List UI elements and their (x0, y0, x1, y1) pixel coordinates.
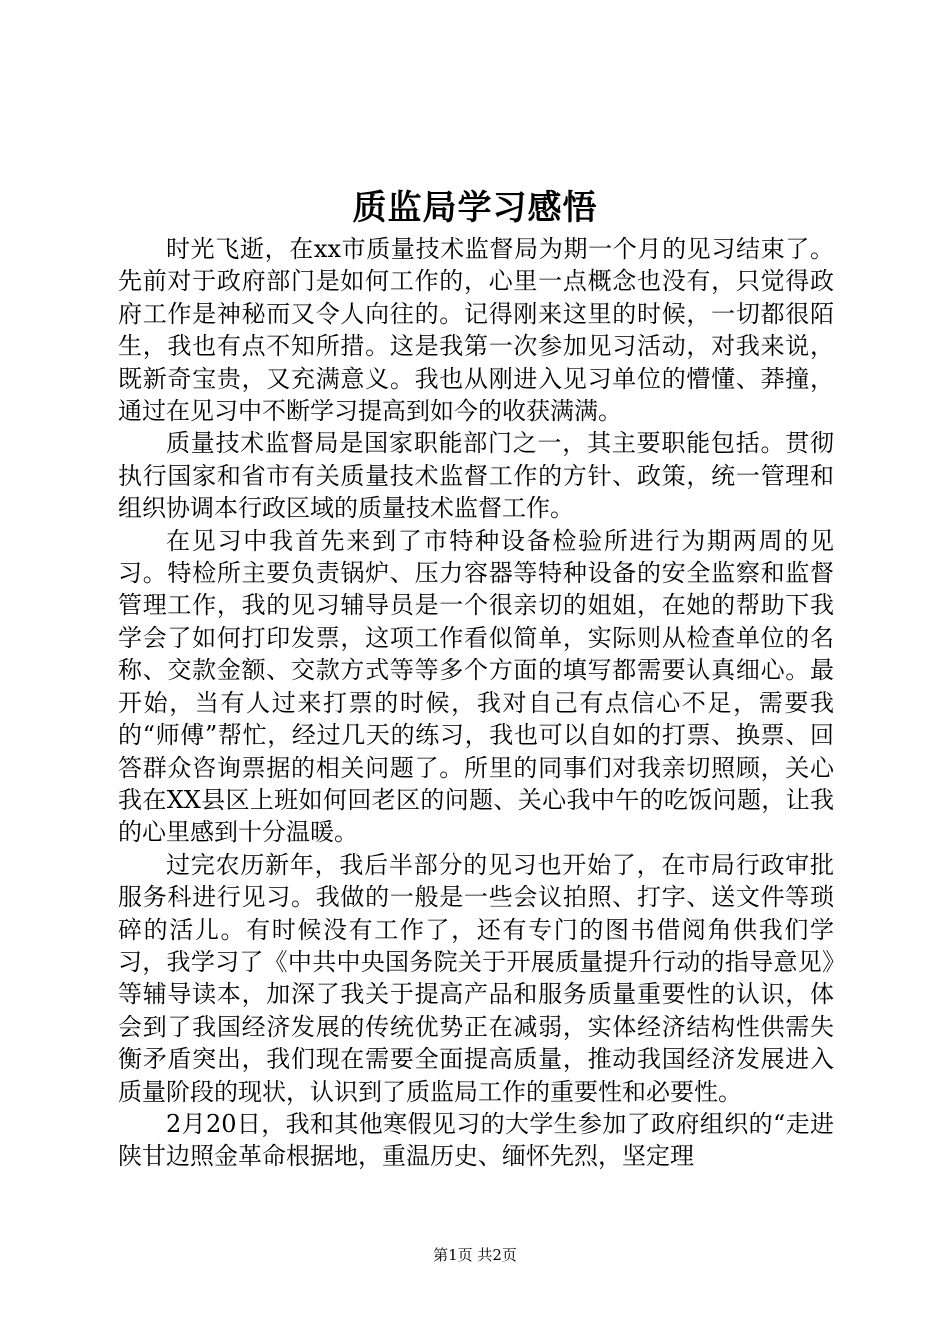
paragraph-1: 时光飞逝，在xx市质量技术监督局为期一个月的见习结束了。先前对于政府部门是如何工作的，心里一点概念也没有，只觉得政府工作是神秘而又令人向往的。记得刚来这里的时候，一切都很陌生，我也有点不知所措。这是我第一次参加见习活动，对我来说，既新奇宝贵，又充满意义。我也从刚进入见习单位的懵懂、莽撞，通过在见习中不断学习提高到如今的收获满满。 (118, 235, 834, 426)
document-title: 质监局学习感悟 (352, 188, 598, 228)
document-body (118, 233, 834, 1173)
paragraph-2: 质量技术监督局是国家职能部门之一，其主要职能包括。贯彻执行国家和省市有关质量技术监督工作的方针、政策，统一管理和组织协调本行政区域的质量技术监督工作。 (118, 429, 834, 523)
page-number-footer: 第1页 共2页 (433, 1246, 517, 1264)
paragraph-5: 2月20日，我和其他寒假见习的大学生参加了政府组织的“走进陕甘边照金革命根据地，重温历史、缅怀先烈，坚定理 (118, 1109, 834, 1171)
paragraph-4: 过完农历新年，我后半部分的见习也开始了，在市局行政审批服务科进行见习。我做的一般是一些会议拍照、打字、送文件等琐碎的活儿。有时候没有工作了，还有专门的图书借阅角供我们学习，我学习了《中共中央国务院关于开展质量提升行动的指导意见》等辅导读本，加深了我关于提高产品和服务质量重要性的认识，体会到了我国经济发展的传统优势正在减弱，实体经济结构性供需失衡矛盾突出，我们现在需要全面提高质量，推动我国经济发展进入质量阶段的现状，认识到了质监局工作的重要性和必要性。 (118, 850, 834, 1106)
paragraph-3: 在见习中我首先来到了市特种设备检验所进行为期两周的见习。特检所主要负责锅炉、压力容器等特种设备的安全监察和监督管理工作，我的见习辅导员是一个很亲切的姐姐，在她的帮助下我学会了如何打印发票，这项工作看似简单，实际则从检查单位的名称、交款金额、交款方式等等多个方面的填写都需要认真细心。最开始，当有人过来打票的时候，我对自己有点信心不足，需要我的“师傅”帮忙，经过几天的练习，我也可以自如的打票、换票、回答群众咨询票据的相关问题了。所里的同事们对我亲切照顾，关心我在XX县区上班如何回老区的问题、关心我中午的吃饭问题，让我的心里感到十分温暖。 (118, 526, 834, 847)
